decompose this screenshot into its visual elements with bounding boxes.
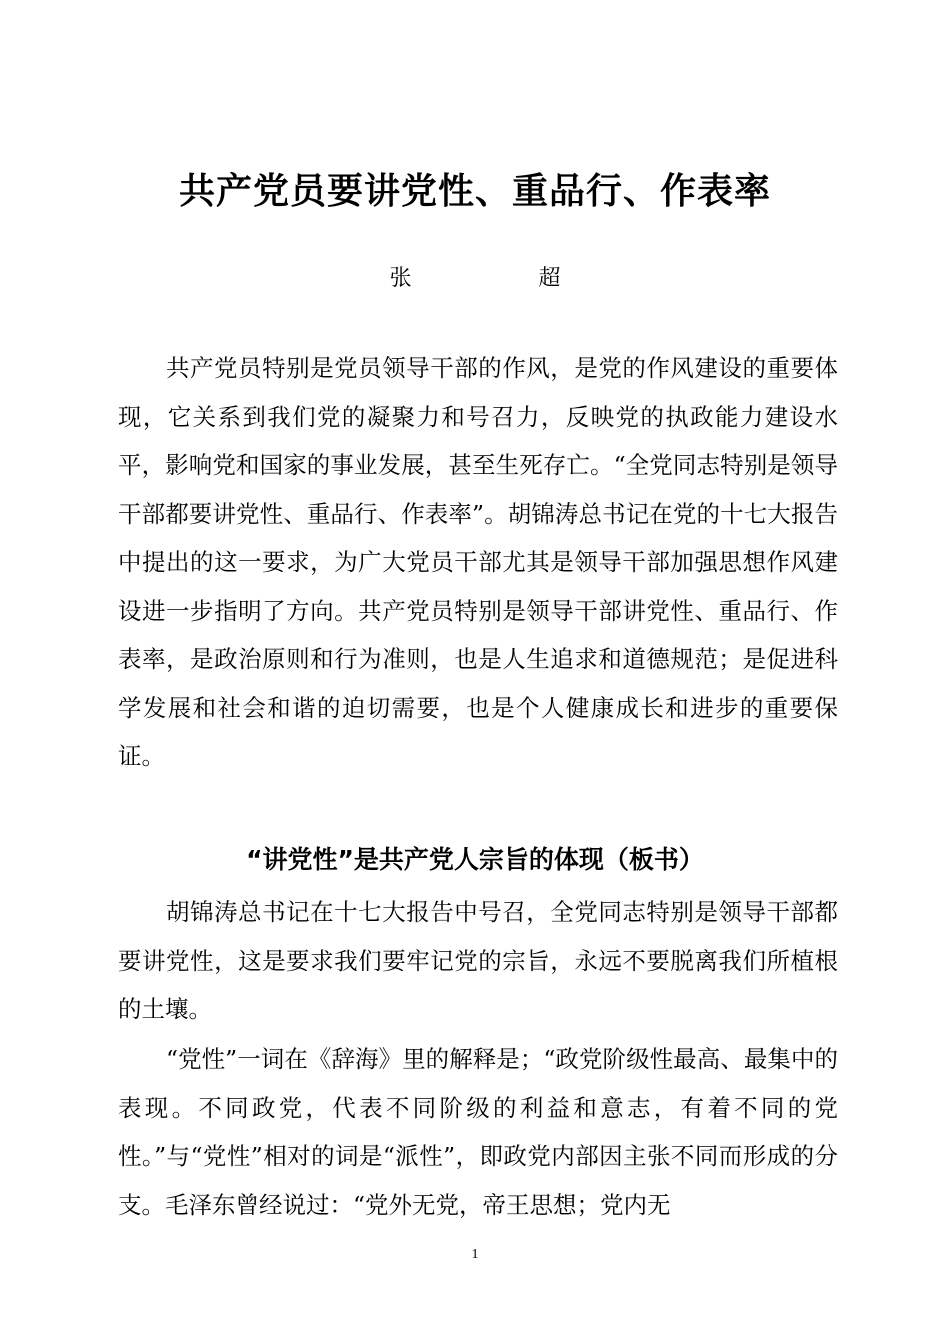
page-number: 1	[471, 1247, 479, 1262]
document-title: 共产党员要讲党性、重品行、作表率	[178, 170, 771, 212]
section-paragraph-2: “党性”一词在《辞海》里的解释是；“政党阶级性最高、最集中的表现。不同政党，代表不同阶级的利益和意志，有着不同的党性。”与“党性”相对的词是“派性”，即政党内部因主张不同而形成的分支。毛泽东曾经说过：“党外无党，帝王思想；党内无	[118, 1045, 838, 1219]
section-heading: “讲党性”是共产党人宗旨的体现（板书）	[246, 845, 704, 874]
section-paragraph-1: 胡锦涛总书记在十七大报告中号召，全党同志特别是领导干部都要讲党性，这是要求我们要牢记党的宗旨，永远不要脱离我们所植根的土壤。	[118, 898, 838, 1023]
intro-paragraph: 共产党员特别是党员领导干部的作风，是党的作风建设的重要体现，它关系到我们党的凝聚力和号召力，反映党的执政能力建设水平，影响党和国家的事业发展，甚至生死存亡。“全党同志特别是领导干部都要讲党性、重品行、作表率”。胡锦涛总书记在党的十七大报告中提出的这一要求，为广大党员干部尤其是领导干部加强思想作风建设进一步指明了方向。共产党员特别是领导干部讲党性、重品行、作表率，是政治原则和行为准则，也是人生追求和道德规范；是促进科学发展和社会和谐的迫切需要，也是个人健康成长和进步的重要保证。	[118, 354, 838, 770]
author-name: 张 超	[389, 266, 601, 291]
